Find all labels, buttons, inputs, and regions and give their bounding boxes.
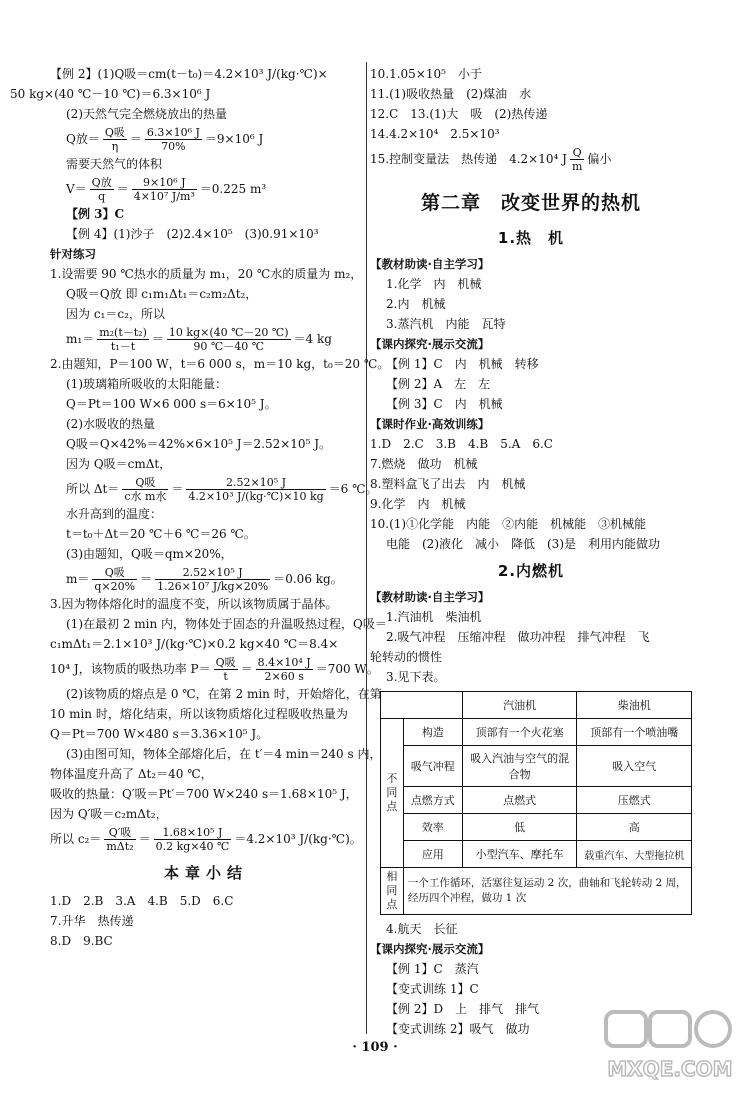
table-row-key: 构造	[403, 719, 462, 746]
table-cell: 顶部有一个喷油嘴	[577, 719, 692, 746]
p2-j: (3)由题知，Q吸＝qm×20%，	[66, 547, 233, 561]
p3-e: (2)该物质的熔点是 0 ℃，在第 2 min 时，开始熔化，在第	[66, 687, 382, 701]
p3-equation-p: 10⁴ J，该物质的吸热功率 P＝ $\frac{\text{Q吸}}{t}$ ＝ $\frac{\text{8.4×10⁴ J}}{2\times 60 s}$ ＝700 W。	[50, 656, 379, 683]
table-row-key: 点燃方式	[403, 787, 462, 814]
chapter-summary-title: 本章小结	[163, 864, 248, 882]
b3: 轮转动的惯性	[370, 650, 443, 664]
r3: 12.C 13.(1)大 吸 (2)热传递	[370, 107, 548, 121]
heading-read-2: 【教材助读·自主学习】	[370, 590, 490, 604]
a1: 1.化学 内 机械	[386, 277, 482, 291]
w1: 1.D 2.C 3.B 4.B 5.A 6.C	[370, 437, 553, 451]
table-row-key: 应用	[403, 841, 462, 868]
table-cell: 点燃式	[462, 787, 577, 814]
table-header-row	[381, 692, 692, 719]
p2-b: (1)玻璃箱所吸收的太阳能量：	[66, 377, 227, 391]
p1-a: 1.设需要 90 ℃热水的质量为 m₁，20 ℃水的质量为 m₂，	[50, 267, 363, 281]
heading-explore-1: 【课内探究·展示交流】	[370, 337, 490, 351]
p3-equation-c2: 所以 c₂＝ $\frac{\text{Q′吸}}{\text{mΔt₂}}$ ＝ $\frac{\text{1.68×10⁵ J}}{0.2 kg\times 40 ℃}$ ＝4.2×10³ J/(kg·℃)。	[50, 826, 362, 853]
table-row	[381, 787, 692, 814]
p3-i: 物体温度升高了 Δt₂＝40 ℃，	[50, 767, 213, 781]
r1: 10.1.05×10⁵ 小于	[370, 67, 482, 81]
p2-equation-dt: 所以 Δt＝ $\frac{\text{Q吸}}{\text{c水 m水}}$ ＝ $\frac{\text{2.52×10⁵ J}}{\text{4.2×10³ J/(kg·℃)×10 kg}}$ ＝6 ℃。	[66, 476, 378, 503]
w3: 8.塑料盒飞了出去 内 机械	[370, 477, 526, 491]
ex4: 【例 4】(1)沙子 (2)2.4×10⁵ (3)0.91×10³	[66, 227, 319, 241]
p3-j: 吸收的热量：Q′吸＝Pt′＝700 W×240 s＝1.68×10⁵ J，	[50, 787, 358, 801]
a2: 2.内 机械	[386, 297, 446, 311]
p2-i: t＝t₀＋Δt＝20 ℃＋6 ℃＝26 ℃。	[66, 527, 256, 541]
table-row-key: 效率	[403, 814, 462, 841]
w4: 9.化学 内 机械	[370, 497, 466, 511]
table-cell: 顶部有一个火花塞	[462, 719, 577, 746]
heading-read-1: 【教材助读·自主学习】	[370, 257, 490, 271]
w2: 7.燃烧 做功 机械	[370, 457, 478, 471]
p3-a: 3.因为物体熔化时的温度不变，所以该物质属于晶体。	[50, 597, 338, 611]
watermark-logo	[600, 1006, 740, 1086]
table-same-text: 一个工作循环，活塞往复运动 2 次，曲轴和飞轮转动 2 周，经历四个冲程，做功 1 次	[403, 868, 691, 915]
ex2-cont: 50 kg×(40 ℃－10 ℃)＝6.3×10⁶ J	[10, 87, 211, 101]
table-corner	[381, 692, 463, 719]
w6: 电能 (2)液化 减小 降低 (3)是 利用内能做功	[386, 537, 660, 551]
w5: 10.(1)①化学能 内能 ②内能 机械能 ③机械能	[370, 517, 647, 531]
heading-homework: 【课时作业·高效训练】	[370, 417, 490, 431]
r2: 11.(1)吸收热量 (2)煤油 水	[370, 87, 532, 101]
table-same-label: 相同点	[381, 868, 404, 915]
table-cell: 高	[577, 814, 692, 841]
f4: 【变式训练 2】吸气 做功	[386, 1022, 530, 1036]
p3-f: 10 min 时，熔化结束，所以该物质熔化过程吸收热量为	[50, 707, 348, 721]
b2: 2.吸气冲程 压缩冲程 做功冲程 排气冲程 飞	[386, 630, 650, 644]
e3: 【例 3】C 内 机械	[386, 397, 503, 411]
p1-c: 因为 c₁＝c₂，所以	[66, 307, 165, 321]
f1: 【例 1】C 蒸汽	[386, 962, 479, 976]
table-row	[381, 746, 692, 787]
summary-line-1: 1.D 2.B 3.A 4.B 5.D 6.C	[50, 894, 234, 908]
table-cell: 吸入汽油与空气的混合物	[462, 746, 577, 787]
p1-b: Q吸＝Q放 即 c₁m₁Δt₁＝c₂m₂Δt₂，	[66, 287, 258, 301]
table-row	[381, 841, 692, 868]
p3-h: (3)由图可知，物体全部熔化后，在 t′＝4 min＝240 s 内，	[66, 747, 382, 761]
e1: 【例 1】C 内 机械 转移	[386, 357, 539, 371]
p2-h: 水升高到的温度：	[66, 507, 163, 521]
ex2-p2: (2)天然气完全燃烧放出的热量	[66, 107, 227, 121]
table-row	[381, 814, 692, 841]
ex3: 【例 3】C	[66, 207, 125, 221]
left-column	[10, 64, 390, 951]
p2-c: Q＝Pt＝100 W×6 000 s＝6×10⁵ J。	[66, 397, 277, 411]
table-row	[381, 868, 692, 915]
ex2-v-equation: V＝ $\frac{\text{Q放}}{q}$ ＝ $\frac{\text{9×10⁶ J}}{\text{4×10⁷ J/m³}}$ ＝0.225 m³	[66, 176, 267, 203]
table-cell: 吸入空气	[577, 746, 692, 787]
chapter-title: 第二章 改变世界的热机	[420, 192, 641, 214]
a3: 3.蒸汽机 内能 瓦特	[386, 317, 506, 331]
p2-d: (2)水吸收的热量	[66, 417, 155, 431]
e2: 【例 2】A 左 左	[386, 377, 491, 391]
f3: 【例 2】D 上 排气 排气	[386, 1002, 540, 1016]
table-row	[381, 719, 692, 746]
b5: 4.航天 长征	[386, 922, 458, 936]
table-header-gasoline: 汽油机	[462, 692, 577, 719]
heading-explore-2: 【课内探究·展示交流】	[370, 942, 490, 956]
p3-c: c₁mΔt₁＝2.1×10³ J/(kg·℃)×0.2 kg×40 ℃＝8.4×	[50, 637, 339, 651]
p1-equation: m₁＝ $\frac{\text{m₂(t－t₂)}}{\text{t₁－t}}$ ＝ $\frac{10 kg\times(40 ℃-20 ℃)}{90 ℃-40 ℃}$ ＝4 kg	[66, 326, 332, 353]
table-cell: 低	[462, 814, 577, 841]
svg-text:MXQE.COM: MXQE.COM	[607, 1057, 733, 1081]
section-2-title: 2.内燃机	[497, 562, 565, 580]
column-divider	[366, 62, 367, 1034]
summary-line-3: 8.D 9.BC	[50, 934, 113, 948]
r4: 14.4.2×10⁴ 2.5×10³	[370, 127, 500, 141]
b1: 1.汽油机 柴油机	[386, 610, 482, 624]
p3-k: 因为 Q′吸＝c₂mΔt₂，	[50, 807, 168, 821]
ex2-q-equation: Q放＝ $\frac{\text{Q吸}}{\eta}$ ＝ $\frac{\text{6.3×10⁶ J}}{70\%}$ ＝9×10⁶ J	[66, 126, 264, 153]
table-cell: 小型汽车、摩托车	[462, 841, 577, 868]
table-diff-label: 不同点	[381, 719, 404, 868]
practice-heading: 针对练习	[50, 247, 96, 261]
p2-e: Q吸＝Q×42%＝42%×6×10⁵ J＝2.52×10⁵ J。	[66, 437, 332, 451]
p3-g: Q＝Pt＝700 W×480 s＝3.36×10⁵ J。	[50, 727, 269, 741]
table-header-diesel: 柴油机	[577, 692, 692, 719]
r5: 15.控制变量法 热传递 4.2×10⁴ J $\frac{Q}{m}$ 偏小	[370, 146, 612, 173]
p2-a: 2.由题知，P＝100 W，t＝6 000 s，m＝10 kg，t₀＝20 ℃。	[50, 357, 390, 371]
page-number: · 109 ·	[352, 1040, 398, 1055]
comparison-table	[380, 691, 692, 915]
p2-equation-m: m＝ $\frac{\text{Q吸}}{q\times 20\%}$ ＝ $\frac{\text{2.52×10⁵ J}}{\text{1.26×10⁷ J/kg×20\%}}$ ＝0.06 kg。	[66, 566, 343, 593]
ex2-vol-label: 需要天然气的体积	[66, 157, 163, 171]
p2-f: 因为 Q吸＝cmΔt，	[66, 457, 172, 471]
section-1-title: 1.热 机	[497, 229, 565, 247]
right-column	[370, 64, 692, 1039]
table-row-key: 吸气冲程	[403, 746, 462, 787]
table-cell: 压燃式	[577, 787, 692, 814]
table-cell: 载重汽车、大型拖拉机	[577, 841, 692, 868]
f2: 【变式训练 1】C	[386, 982, 479, 996]
ex2-head: 【例 2】(1)Q吸＝cm(t－t₀)＝4.2×10³ J/(kg·℃)×	[50, 67, 328, 81]
summary-line-2: 7.升华 热传递	[50, 914, 134, 928]
p3-b: (1)在最初 2 min 内，物体处于固态的升温吸热过程，Q吸＝	[66, 617, 387, 631]
b4: 3.见下表。	[386, 670, 446, 684]
